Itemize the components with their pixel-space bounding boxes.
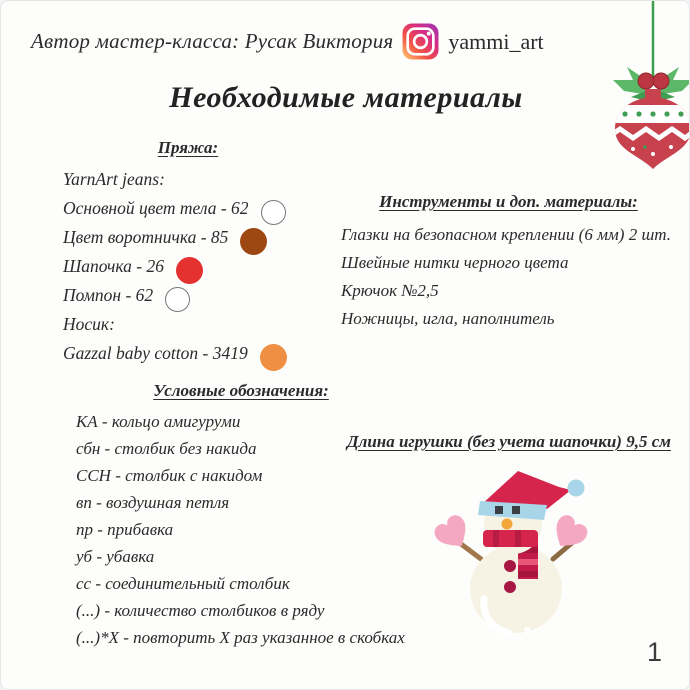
- yarn-color-swatch: [165, 287, 190, 312]
- yarn-color-swatch: [240, 228, 267, 255]
- page-number: 1: [647, 637, 663, 667]
- yarn-color-swatch: [176, 257, 203, 284]
- tools-item: Швейные нитки черного цвета: [341, 253, 569, 272]
- yarn-item: [63, 252, 343, 281]
- tools-heading: Инструменты и доп. материалы:: [379, 192, 638, 211]
- yarn-item: [63, 194, 343, 223]
- abbreviation-item: уб - убавка: [76, 547, 155, 566]
- abbreviations-heading: Условные обозначения:: [153, 381, 329, 400]
- yarn-color-swatch: [260, 344, 287, 371]
- tools-item: Ножницы, игла, наполнитель: [341, 309, 555, 328]
- yarn-section: [63, 138, 343, 368]
- tools-section: [341, 192, 676, 333]
- author-line: [31, 23, 544, 60]
- abbreviation-item: (...)*Х - повторить Х раз указанное в скобках: [76, 628, 405, 647]
- yarn-item: [63, 339, 343, 368]
- yarn-item: [63, 310, 343, 339]
- abbreviation-item: ССН - столбик с накидом: [76, 466, 263, 485]
- abbreviation-item: КА - кольцо амигуруми: [76, 412, 241, 431]
- yarn-item-label: Шапочка - 26: [63, 256, 164, 276]
- yarn-heading: Пряжа:: [157, 138, 219, 157]
- abbreviations-section: [76, 381, 406, 651]
- abbreviation-item: вп - воздушная петля: [76, 493, 230, 512]
- yarn-item-label: Основной цвет тела - 62: [63, 198, 249, 218]
- abbreviation-item: (...) - количество столбиков в ряду: [76, 601, 325, 620]
- snowman-illustration: [421, 457, 601, 647]
- tools-item: Глазки на безопасном креплении (6 мм) 2 шт.: [341, 225, 672, 244]
- tools-item: Крючок №2,5: [341, 281, 439, 300]
- abbreviation-item: пр - прибавка: [76, 520, 174, 539]
- instagram-handle: yammi_art: [448, 28, 544, 54]
- yarn-item-label: Цвет воротничка - 85: [63, 227, 229, 247]
- yarn-brand-line: [63, 165, 343, 194]
- toy-length-line: Длина игрушки (без учета шапочки) 9,5 см: [347, 432, 671, 451]
- yarn-brand-label: YarnArt jeans:: [63, 169, 165, 189]
- abbreviation-item: сбн - столбик без накида: [76, 439, 257, 458]
- yarn-item-label: Gazzal baby cotton - 3419: [63, 343, 248, 363]
- yarn-item: [63, 223, 343, 252]
- abbreviation-item: сс - соединительный столбик: [76, 574, 290, 593]
- page-title: Необходимые материалы: [169, 81, 523, 114]
- yarn-item-label: Носик:: [63, 314, 115, 334]
- yarn-item-label: Помпон - 62: [63, 285, 154, 305]
- yarn-color-swatch: [261, 200, 286, 225]
- author-name: Автор мастер-класса: Русак Виктория: [31, 29, 394, 53]
- yarn-item: [63, 281, 343, 310]
- instagram-icon: [402, 23, 439, 60]
